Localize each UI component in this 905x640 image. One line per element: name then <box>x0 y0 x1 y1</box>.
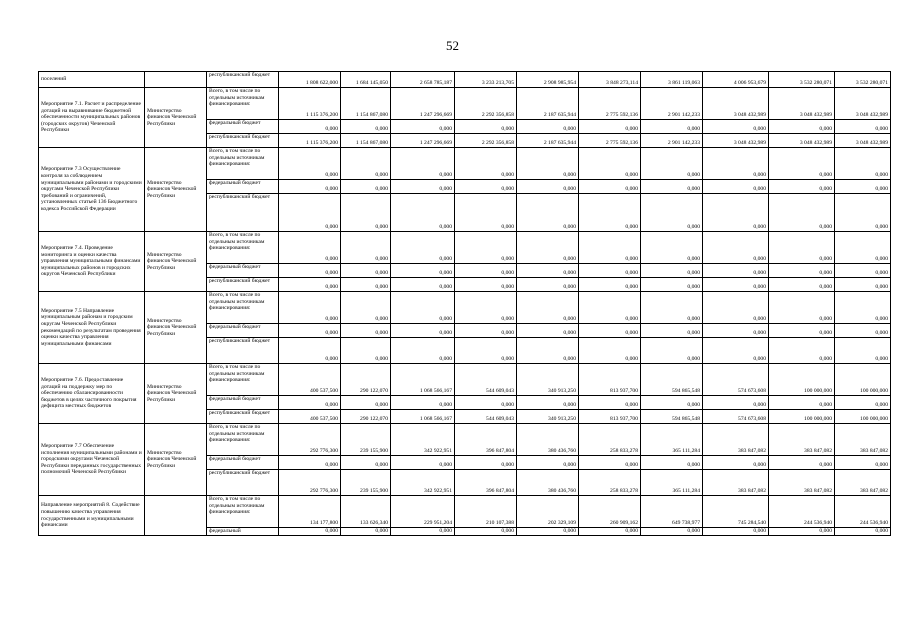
amount-cell: 258 833,278 <box>579 424 641 456</box>
funding-source-cell: Всего, в том числе по отдельным источникам финансирования: <box>207 88 279 120</box>
amount-cell: 0,000 <box>279 264 341 278</box>
amount-cell: 0,000 <box>279 194 341 232</box>
amount-cell: 0,000 <box>769 338 835 364</box>
amount-cell: 0,000 <box>703 396 769 410</box>
amount-cell: 594 865,548 <box>641 410 703 424</box>
amount-cell: 1 154 867,080 <box>341 88 391 120</box>
amount-cell: 0,000 <box>341 292 391 324</box>
amount-cell: 0,000 <box>835 278 891 292</box>
amount-cell: 813 937,700 <box>579 410 641 424</box>
amount-cell: 380 436,760 <box>517 470 579 496</box>
amount-cell: 745 284,540 <box>703 496 769 528</box>
amount-cell: 0,000 <box>455 396 517 410</box>
measure-cell: Мероприятие 7.6. Предоставление дотаций на поддержку мер по обеспечению сбалансированности бюджетов в целях частичного покрытия дефицита местных бюджетов <box>39 364 145 424</box>
amount-cell: 594 865,548 <box>641 364 703 396</box>
executor-cell: Министерство финансов Чеченской Республики <box>145 232 207 292</box>
amount-cell: 0,000 <box>391 148 455 180</box>
amount-cell: 0,000 <box>517 324 579 338</box>
amount-cell: 0,000 <box>341 148 391 180</box>
amount-cell: 0,000 <box>455 292 517 324</box>
amount-cell: 0,000 <box>641 528 703 536</box>
amount-cell: 0,000 <box>341 324 391 338</box>
measure-cell: Направление мероприятий 8. Содействие повышению качества управления государственными и муниципальными финансами <box>39 496 145 536</box>
amount-cell: 0,000 <box>341 232 391 264</box>
amount-cell: 342 922,951 <box>391 424 455 456</box>
amount-cell: 3 233 213,705 <box>455 72 517 88</box>
amount-cell: 0,000 <box>579 232 641 264</box>
amount-cell: 649 738,977 <box>641 496 703 528</box>
amount-cell: 3 048 432,989 <box>703 134 769 148</box>
funding-source-cell: республиканский бюджет <box>207 194 279 232</box>
amount-cell: 3 048 432,989 <box>835 134 891 148</box>
amount-cell: 0,000 <box>769 528 835 536</box>
amount-cell: 0,000 <box>517 148 579 180</box>
table-row <box>39 88 891 120</box>
amount-cell: 0,000 <box>391 292 455 324</box>
amount-cell: 100 000,000 <box>769 364 835 396</box>
amount-cell: 0,000 <box>455 264 517 278</box>
amount-cell: 0,000 <box>279 278 341 292</box>
amount-cell: 3 848 273,114 <box>579 72 641 88</box>
amount-cell: 0,000 <box>579 278 641 292</box>
amount-cell: 0,000 <box>279 324 341 338</box>
amount-cell: 0,000 <box>835 324 891 338</box>
amount-cell: 2 775 592,136 <box>579 88 641 120</box>
amount-cell: 258 833,278 <box>579 470 641 496</box>
amount-cell: 0,000 <box>517 338 579 364</box>
amount-cell: 574 673,608 <box>703 364 769 396</box>
amount-cell: 0,000 <box>579 292 641 324</box>
amount-cell: 0,000 <box>455 232 517 264</box>
funding-source-cell: республиканский бюджет <box>207 410 279 424</box>
amount-cell: 0,000 <box>391 194 455 232</box>
amount-cell: 1 247 296,669 <box>391 134 455 148</box>
amount-cell: 3 532 280,071 <box>769 72 835 88</box>
amount-cell: 0,000 <box>391 396 455 410</box>
amount-cell: 100 000,000 <box>769 410 835 424</box>
amount-cell: 0,000 <box>279 232 341 264</box>
amount-cell: 0,000 <box>641 292 703 324</box>
amount-cell: 133 626,340 <box>341 496 391 528</box>
amount-cell: 0,000 <box>641 324 703 338</box>
table-row <box>39 232 891 264</box>
amount-cell: 0,000 <box>455 324 517 338</box>
table-row <box>39 424 891 456</box>
funding-source-cell: федеральный бюджет <box>207 456 279 470</box>
amount-cell: 0,000 <box>341 338 391 364</box>
table-row <box>39 364 891 396</box>
amount-cell: 0,000 <box>279 292 341 324</box>
amount-cell: 290 122,070 <box>341 410 391 424</box>
amount-cell: 0,000 <box>641 264 703 278</box>
amount-cell: 0,000 <box>341 264 391 278</box>
amount-cell: 0,000 <box>341 120 391 134</box>
amount-cell: 260 909,162 <box>579 496 641 528</box>
amount-cell: 100 000,000 <box>835 364 891 396</box>
amount-cell: 0,000 <box>835 232 891 264</box>
amount-cell: 0,000 <box>579 324 641 338</box>
table-body <box>39 72 891 536</box>
executor-cell: Министерство финансов Чеченской Республики <box>145 148 207 232</box>
amount-cell: 0,000 <box>835 338 891 364</box>
amount-cell: 0,000 <box>579 528 641 536</box>
amount-cell: 0,000 <box>769 324 835 338</box>
amount-cell: 0,000 <box>517 456 579 470</box>
funding-source-cell: федеральный бюджет <box>207 324 279 338</box>
amount-cell: 396 847,804 <box>455 424 517 456</box>
executor-cell: Министерство финансов Чеченской Республики <box>145 364 207 424</box>
executor-cell: Министерство финансов Чеченской Республики <box>145 424 207 496</box>
amount-cell: 0,000 <box>391 232 455 264</box>
amount-cell: 0,000 <box>455 528 517 536</box>
table-row <box>39 72 891 88</box>
page-number: 52 <box>446 38 459 53</box>
funding-source-cell: федеральный бюджет <box>207 264 279 278</box>
amount-cell: 365 111,284 <box>641 424 703 456</box>
executor-cell <box>145 72 207 88</box>
amount-cell: 0,000 <box>341 194 391 232</box>
amount-cell: 0,000 <box>769 278 835 292</box>
amount-cell: 1 684 145,050 <box>341 72 391 88</box>
amount-cell: 2 187 635,944 <box>517 134 579 148</box>
amount-cell: 0,000 <box>579 338 641 364</box>
table-row <box>39 496 891 528</box>
amount-cell: 0,000 <box>455 338 517 364</box>
amount-cell: 0,000 <box>455 456 517 470</box>
amount-cell: 0,000 <box>703 528 769 536</box>
amount-cell: 0,000 <box>517 120 579 134</box>
funding-source-cell: федеральный бюджет <box>207 180 279 194</box>
amount-cell: 0,000 <box>769 264 835 278</box>
amount-cell: 0,000 <box>455 278 517 292</box>
amount-cell: 0,000 <box>517 194 579 232</box>
funding-source-cell: Всего, в том числе по отдельным источникам финансирования: <box>207 424 279 456</box>
amount-cell: 396 847,804 <box>455 470 517 496</box>
amount-cell: 0,000 <box>703 232 769 264</box>
amount-cell: 0,000 <box>341 278 391 292</box>
amount-cell: 244 536,940 <box>769 496 835 528</box>
amount-cell: 244 536,940 <box>835 496 891 528</box>
amount-cell: 0,000 <box>769 148 835 180</box>
amount-cell: 0,000 <box>703 338 769 364</box>
amount-cell: 0,000 <box>517 292 579 324</box>
amount-cell: 4 006 953,679 <box>703 72 769 88</box>
amount-cell: 400 537,500 <box>279 410 341 424</box>
amount-cell: 0,000 <box>579 120 641 134</box>
funding-source-cell: республиканский бюджет <box>207 134 279 148</box>
funding-source-cell: Всего, в том числе по отдельным источникам финансирования: <box>207 496 279 528</box>
amount-cell: 380 436,760 <box>517 424 579 456</box>
amount-cell: 3 048 432,989 <box>835 88 891 120</box>
amount-cell: 239 155,900 <box>341 470 391 496</box>
amount-cell: 100 000,000 <box>835 410 891 424</box>
amount-cell: 0,000 <box>769 194 835 232</box>
amount-cell: 0,000 <box>517 396 579 410</box>
amount-cell: 0,000 <box>391 338 455 364</box>
amount-cell: 3 048 432,989 <box>703 88 769 120</box>
amount-cell: 1 115 376,200 <box>279 88 341 120</box>
amount-cell: 0,000 <box>341 528 391 536</box>
amount-cell: 0,000 <box>517 232 579 264</box>
amount-cell: 0,000 <box>835 120 891 134</box>
amount-cell: 574 673,608 <box>703 410 769 424</box>
measure-cell: Мероприятие 7.4. Проведение мониторинга и оценки качества управления муниципальными финансами муниципальных районов и городских округов Чеченской Республики <box>39 232 145 292</box>
amount-cell: 0,000 <box>641 232 703 264</box>
amount-cell: 383 847,082 <box>769 470 835 496</box>
funding-source-cell: Всего, в том числе по отдельным источникам финансирования: <box>207 148 279 180</box>
amount-cell: 3 532 280,071 <box>835 72 891 88</box>
amount-cell: 0,000 <box>279 396 341 410</box>
measure-cell: Мероприятие 7.5 Направление муниципальным районам и городским округам Чеченской Республики рекомендаций по результатам проведения оценки качества управления муниципальными финансами <box>39 292 145 364</box>
amount-cell: 0,000 <box>279 456 341 470</box>
amount-cell: 0,000 <box>641 338 703 364</box>
amount-cell: 0,000 <box>579 194 641 232</box>
amount-cell: 0,000 <box>703 456 769 470</box>
amount-cell: 0,000 <box>641 456 703 470</box>
amount-cell: 0,000 <box>517 278 579 292</box>
amount-cell: 239 155,900 <box>341 424 391 456</box>
funding-source-cell: Всего, в том числе по отдельным источникам финансирования: <box>207 292 279 324</box>
amount-cell: 0,000 <box>641 180 703 194</box>
amount-cell: 1 068 566,167 <box>391 364 455 396</box>
amount-cell: 0,000 <box>579 180 641 194</box>
amount-cell: 0,000 <box>835 528 891 536</box>
amount-cell: 383 847,082 <box>703 424 769 456</box>
funding-source-cell: республиканский бюджет <box>207 278 279 292</box>
amount-cell: 0,000 <box>579 456 641 470</box>
amount-cell: 0,000 <box>641 148 703 180</box>
amount-cell: 0,000 <box>641 194 703 232</box>
amount-cell: 2 658 785,187 <box>391 72 455 88</box>
amount-cell: 0,000 <box>579 264 641 278</box>
amount-cell: 3 048 432,989 <box>769 88 835 120</box>
amount-cell: 0,000 <box>391 324 455 338</box>
amount-cell: 0,000 <box>279 148 341 180</box>
amount-cell: 292 776,300 <box>279 470 341 496</box>
executor-cell: Министерство финансов Чеченской Республики <box>145 88 207 148</box>
executor-cell <box>145 496 207 536</box>
amount-cell: 3 861 119,063 <box>641 72 703 88</box>
amount-cell: 0,000 <box>455 180 517 194</box>
amount-cell: 0,000 <box>391 278 455 292</box>
amount-cell: 1 068 566,167 <box>391 410 455 424</box>
amount-cell: 383 847,082 <box>769 424 835 456</box>
amount-cell: 1 115 376,200 <box>279 134 341 148</box>
amount-cell: 3 048 432,989 <box>769 134 835 148</box>
amount-cell: 0,000 <box>769 292 835 324</box>
amount-cell: 290 122,070 <box>341 364 391 396</box>
amount-cell: 2 292 356,858 <box>455 134 517 148</box>
amount-cell: 0,000 <box>703 148 769 180</box>
amount-cell: 0,000 <box>517 180 579 194</box>
amount-cell: 544 609,043 <box>455 364 517 396</box>
amount-cell: 0,000 <box>835 194 891 232</box>
amount-cell: 0,000 <box>641 278 703 292</box>
amount-cell: 0,000 <box>279 338 341 364</box>
measure-cell: Мероприятие 7.1. Расчет и распределение дотаций на выравнивание бюджетной обеспеченности муниципальных районов (городских округов) Чеченской Республики <box>39 88 145 148</box>
amount-cell: 0,000 <box>341 180 391 194</box>
amount-cell: 0,000 <box>455 120 517 134</box>
amount-cell: 292 776,300 <box>279 424 341 456</box>
funding-source-cell: республиканский бюджет <box>207 72 279 88</box>
amount-cell: 342 922,951 <box>391 470 455 496</box>
amount-cell: 0,000 <box>703 194 769 232</box>
amount-cell: 0,000 <box>341 456 391 470</box>
amount-cell: 0,000 <box>703 292 769 324</box>
amount-cell: 340 913,250 <box>517 364 579 396</box>
amount-cell: 1 154 867,080 <box>341 134 391 148</box>
amount-cell: 0,000 <box>579 396 641 410</box>
amount-cell: 0,000 <box>641 120 703 134</box>
funding-source-cell: республиканский бюджет <box>207 470 279 496</box>
amount-cell: 0,000 <box>835 148 891 180</box>
measure-cell: Мероприятие 7.3 Осуществление контроля за соблюдением муниципальными районами и городскими округами Чеченской Республики требований и ограничений, установленных статьей 136 Бюджетного кодекса Российской Федерации <box>39 148 145 232</box>
amount-cell: 2 908 985,954 <box>517 72 579 88</box>
amount-cell: 0,000 <box>835 292 891 324</box>
amount-cell: 0,000 <box>455 194 517 232</box>
amount-cell: 0,000 <box>769 120 835 134</box>
amount-cell: 340 913,250 <box>517 410 579 424</box>
amount-cell: 1 808 622,000 <box>279 72 341 88</box>
amount-cell: 2 901 142,233 <box>641 88 703 120</box>
funding-source-cell: Всего, в том числе по отдельным источникам финансирования: <box>207 364 279 396</box>
amount-cell: 0,000 <box>391 528 455 536</box>
funding-source-cell: федеральный <box>207 528 279 536</box>
amount-cell: 0,000 <box>341 396 391 410</box>
amount-cell: 0,000 <box>391 120 455 134</box>
amount-cell: 0,000 <box>703 324 769 338</box>
amount-cell: 202 329,109 <box>517 496 579 528</box>
amount-cell: 0,000 <box>835 180 891 194</box>
table-row <box>39 148 891 180</box>
amount-cell: 0,000 <box>279 180 341 194</box>
funding-source-cell: республиканский бюджет <box>207 338 279 364</box>
funding-source-cell: федеральный бюджет <box>207 120 279 134</box>
amount-cell: 365 111,284 <box>641 470 703 496</box>
amount-cell: 0,000 <box>391 180 455 194</box>
amount-cell: 0,000 <box>391 456 455 470</box>
amount-cell: 0,000 <box>769 180 835 194</box>
measure-cell: Мероприятие 7.7 Обеспечение исполнения муниципальными районами и городскими округами Чеченской Республики переданных государственных полномочий Чеченской Республики <box>39 424 145 496</box>
amount-cell: 229 951,204 <box>391 496 455 528</box>
financing-table <box>38 71 891 536</box>
amount-cell: 0,000 <box>279 120 341 134</box>
amount-cell: 2 292 356,858 <box>455 88 517 120</box>
amount-cell: 383 847,082 <box>835 424 891 456</box>
amount-cell: 0,000 <box>641 396 703 410</box>
amount-cell: 544 609,043 <box>455 410 517 424</box>
amount-cell: 0,000 <box>835 456 891 470</box>
funding-source-cell: Всего, в том числе по отдельным источникам финансирования: <box>207 232 279 264</box>
measure-cell: поселений <box>39 72 145 88</box>
amount-cell: 0,000 <box>391 264 455 278</box>
amount-cell: 0,000 <box>455 148 517 180</box>
amount-cell: 813 937,700 <box>579 364 641 396</box>
amount-cell: 0,000 <box>769 232 835 264</box>
amount-cell: 2 187 635,944 <box>517 88 579 120</box>
amount-cell: 0,000 <box>769 456 835 470</box>
table-row <box>39 292 891 324</box>
amount-cell: 0,000 <box>703 180 769 194</box>
executor-cell: Министерство финансов Чеченской Республики <box>145 292 207 364</box>
amount-cell: 0,000 <box>703 278 769 292</box>
amount-cell: 0,000 <box>835 396 891 410</box>
amount-cell: 2 901 142,233 <box>641 134 703 148</box>
amount-cell: 0,000 <box>769 396 835 410</box>
amount-cell: 134 177,800 <box>279 496 341 528</box>
amount-cell: 2 775 592,136 <box>579 134 641 148</box>
amount-cell: 1 247 296,669 <box>391 88 455 120</box>
amount-cell: 210 107,388 <box>455 496 517 528</box>
amount-cell: 383 847,082 <box>835 470 891 496</box>
amount-cell: 0,000 <box>517 264 579 278</box>
amount-cell: 0,000 <box>703 264 769 278</box>
amount-cell: 0,000 <box>279 528 341 536</box>
amount-cell: 0,000 <box>517 528 579 536</box>
funding-source-cell: федеральный бюджет <box>207 396 279 410</box>
amount-cell: 0,000 <box>703 120 769 134</box>
amount-cell: 400 537,500 <box>279 364 341 396</box>
amount-cell: 383 847,082 <box>703 470 769 496</box>
amount-cell: 0,000 <box>835 264 891 278</box>
amount-cell: 0,000 <box>579 148 641 180</box>
